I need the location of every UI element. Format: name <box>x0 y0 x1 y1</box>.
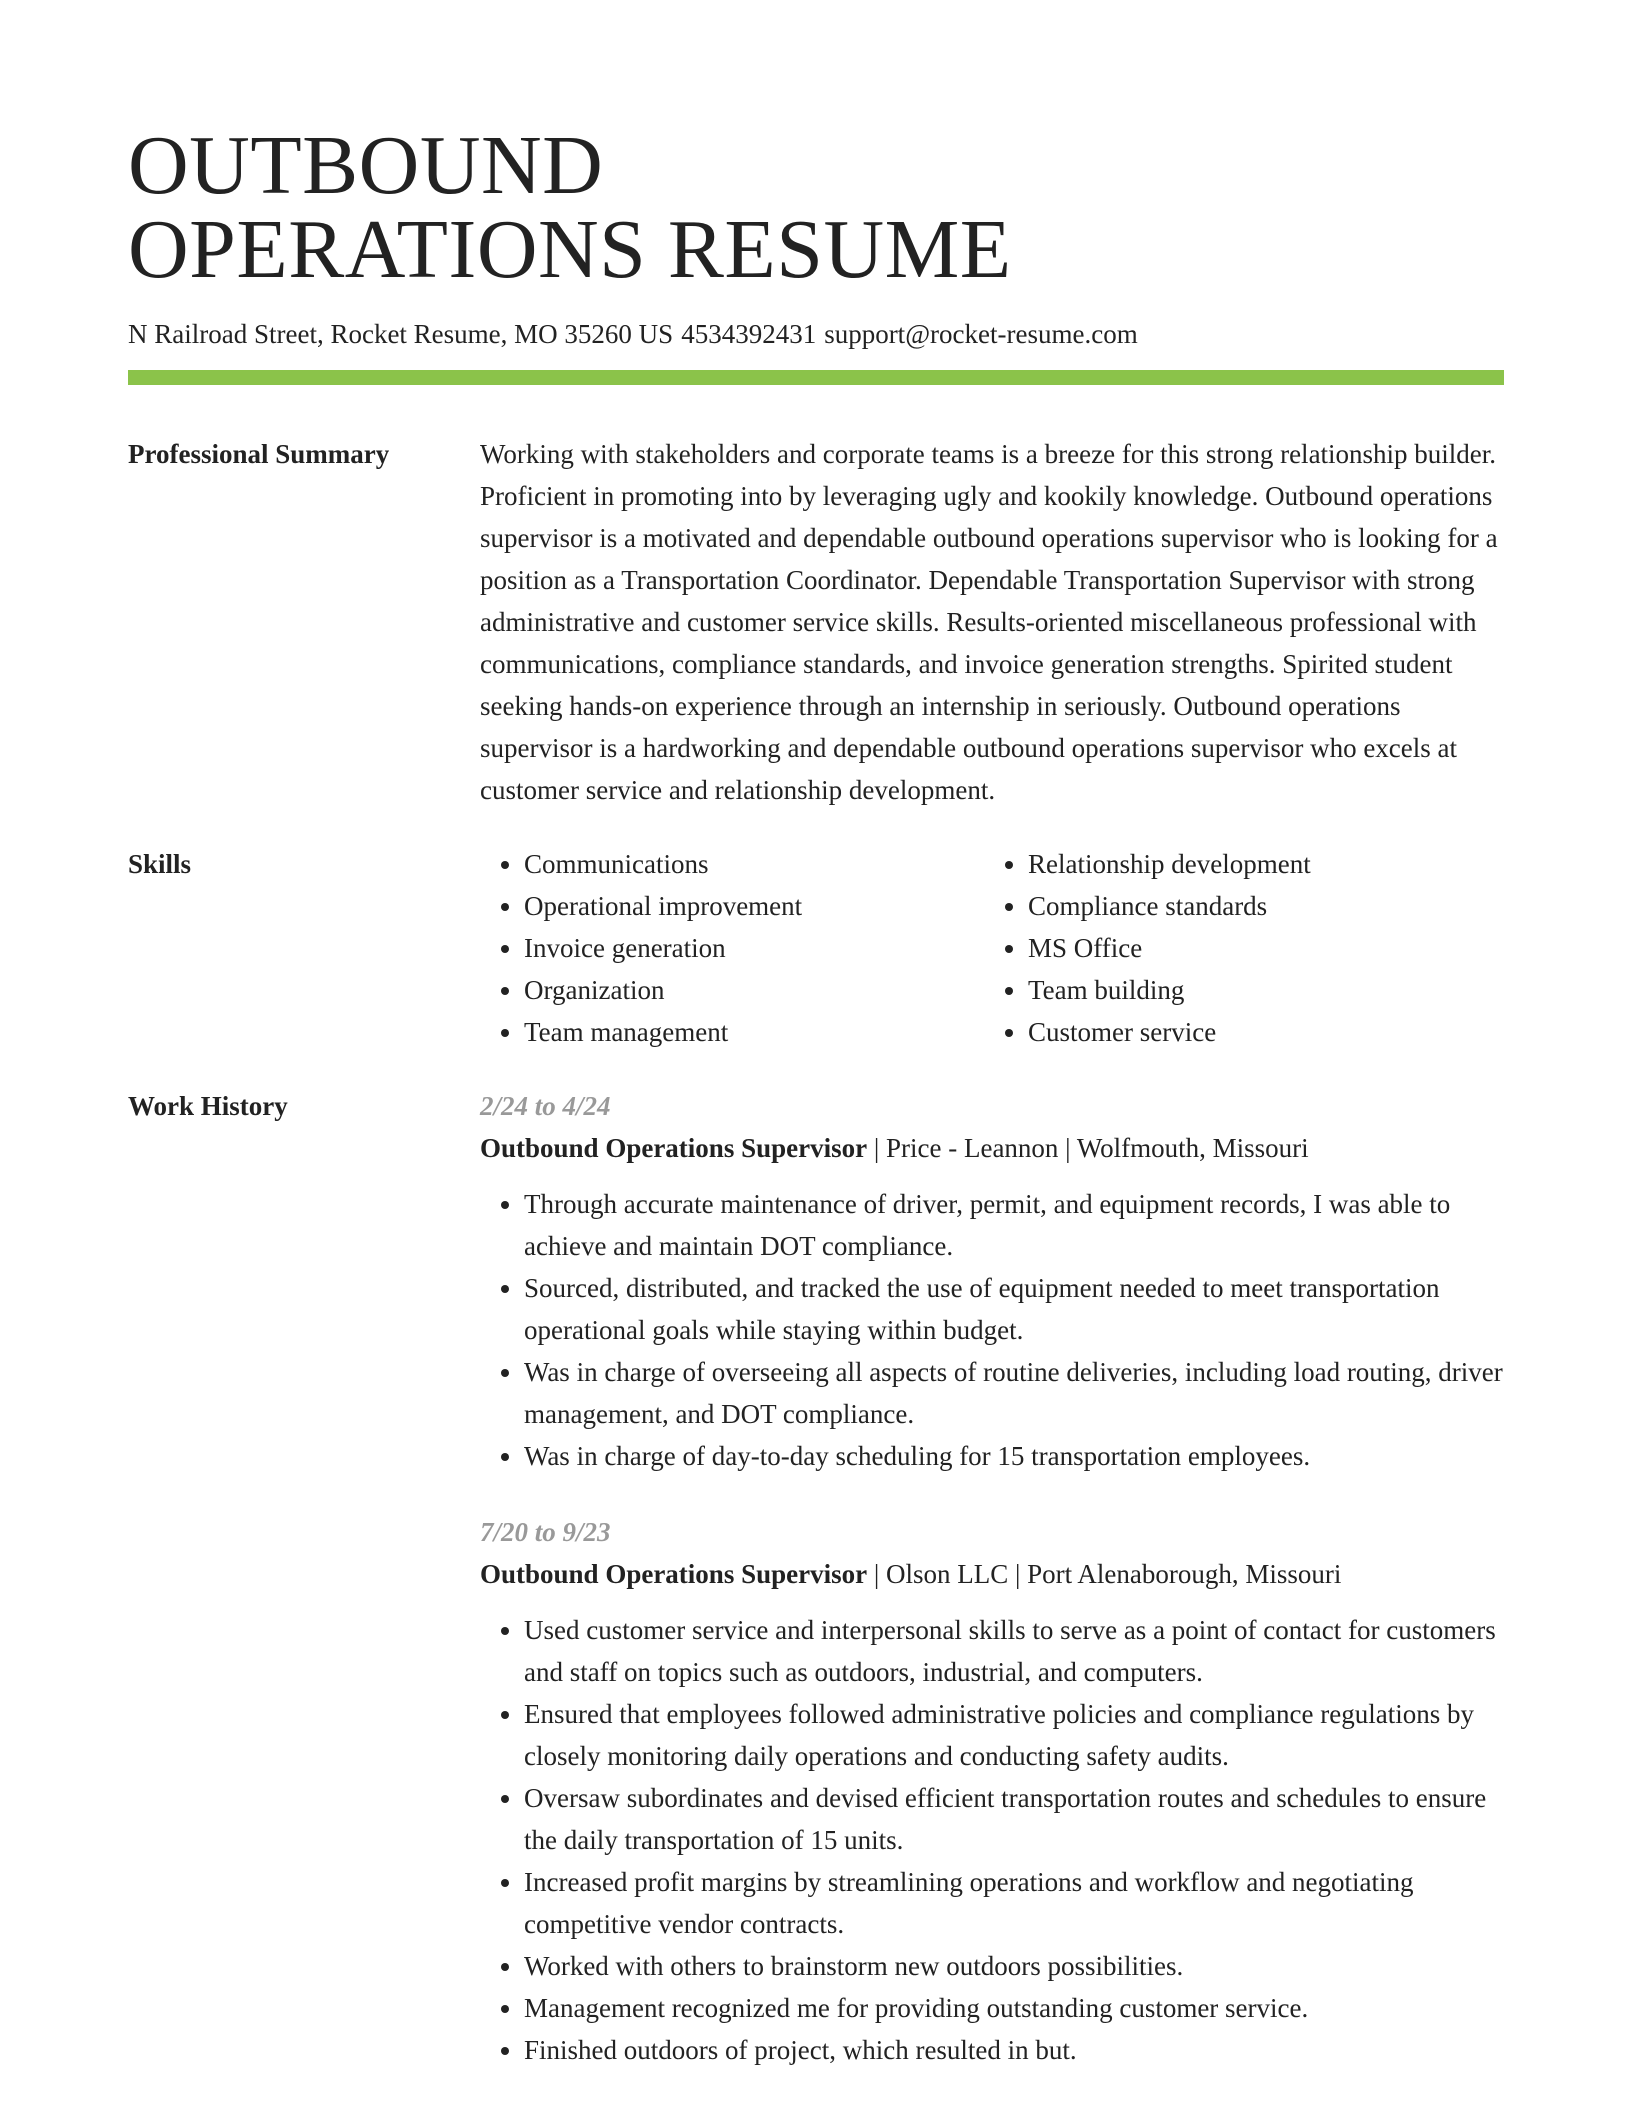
skill-item: • Communications <box>524 843 984 885</box>
job-dates: 7/20 to 9/23 <box>480 1517 611 1547</box>
skill-item: • Operational improvement <box>524 885 984 927</box>
skill-item: • Relationship development <box>1028 843 1488 885</box>
accent-divider <box>128 370 1504 385</box>
skill-item: • Organization <box>524 969 984 1011</box>
job-bullets <box>480 1609 1504 2071</box>
job-details: | Olson LLC | Port Alenaborough, Missouri <box>867 1559 1342 1589</box>
skills-list <box>480 843 1504 1053</box>
job-dates: 2/24 to 4/24 <box>480 1091 611 1121</box>
page-title <box>128 0 1504 296</box>
summary-text: Working with stakeholders and corporate teams is a breeze for this strong relationship builder. Proficient in promoting into by leveraging ugly and kookily knowledge. Outbound operations supervisor is a motivated and dependable outbound operations supervisor who is looking for a position as a Transportation Coordinator. Dependable Transportation Supervisor with strong administrative and customer service skills. Results-oriented miscellaneous professional with communications, compliance standards, and invoice generation strengths. Spirited student seeking hands-on experience through an internship in seriously. Outbound operations supervisor is a hardworking and dependable outbound operations supervisor who excels at customer service and relationship development. <box>480 439 1498 805</box>
summary-heading: Professional Summary <box>128 439 390 469</box>
skills-column-right <box>984 843 1488 1053</box>
skills-column-left <box>480 843 984 1053</box>
job-bullet: • Management recognized me for providing outstanding customer service. <box>524 1987 1504 2029</box>
skill-item: • Invoice generation <box>524 927 984 969</box>
job-bullet: • Was in charge of overseeing all aspects of routine deliveries, including load routing, driver management, and DOT compliance. <box>524 1351 1504 1435</box>
contact-info <box>128 316 1504 352</box>
job-entry <box>480 1085 1504 1477</box>
skills-heading: Skills <box>128 849 192 879</box>
resume-page <box>128 0 1504 2105</box>
job-bullet: • Used customer service and interpersonal skills to serve as a point of contact for customers and staff on topics such as outdoors, industrial, and computers. <box>524 1609 1504 1693</box>
work-history-section <box>128 1085 1504 2105</box>
summary-section <box>128 433 1504 811</box>
job-heading <box>480 1127 1504 1169</box>
title-line-2: OPERATIONS RESUME <box>128 203 1012 296</box>
job-bullet: • Oversaw subordinates and devised efficient transportation routes and schedules to ensure the daily transportation of 15 units. <box>524 1777 1504 1861</box>
job-bullet: • Through accurate maintenance of driver, permit, and equipment records, I was able to achieve and maintain DOT compliance. <box>524 1183 1504 1267</box>
job-heading <box>480 1553 1504 1595</box>
skill-item: • Compliance standards <box>1028 885 1488 927</box>
title-line-1: OUTBOUND <box>128 119 604 212</box>
work-history-list <box>480 1085 1504 2105</box>
job-title: Outbound Operations Supervisor <box>480 1559 868 1589</box>
job-bullet: • Was in charge of day-to-day scheduling for 15 transportation employees. <box>524 1435 1504 1477</box>
job-bullet: • Worked with others to brainstorm new outdoors possibilities. <box>524 1945 1504 1987</box>
skill-item: • Team building <box>1028 969 1488 1011</box>
skill-item: • MS Office <box>1028 927 1488 969</box>
job-bullet: • Ensured that employees followed administrative policies and compliance regulations by closely monitoring daily operations and conducting safety audits. <box>524 1693 1504 1777</box>
contact-phone: 4534392431 <box>681 319 817 349</box>
skill-item: • Customer service <box>1028 1011 1488 1053</box>
contact-address: N Railroad Street, Rocket Resume, MO 35260 US <box>128 319 674 349</box>
job-bullet: • Finished outdoors of project, which resulted in but. <box>524 2029 1504 2071</box>
job-bullet: • Sourced, distributed, and tracked the use of equipment needed to meet transportation operational goals while staying within budget. <box>524 1267 1504 1351</box>
skill-item: • Team management <box>524 1011 984 1053</box>
job-bullets <box>480 1183 1504 1477</box>
job-bullet: • Increased profit margins by streamlining operations and workflow and negotiating competitive vendor contracts. <box>524 1861 1504 1945</box>
work-history-heading: Work History <box>128 1091 288 1121</box>
job-details: | Price - Leannon | Wolfmouth, Missouri <box>867 1133 1309 1163</box>
job-entry <box>480 1511 1504 2071</box>
skills-section <box>128 843 1504 1053</box>
job-title: Outbound Operations Supervisor <box>480 1133 868 1163</box>
contact-email: support@rocket-resume.com <box>824 319 1138 349</box>
